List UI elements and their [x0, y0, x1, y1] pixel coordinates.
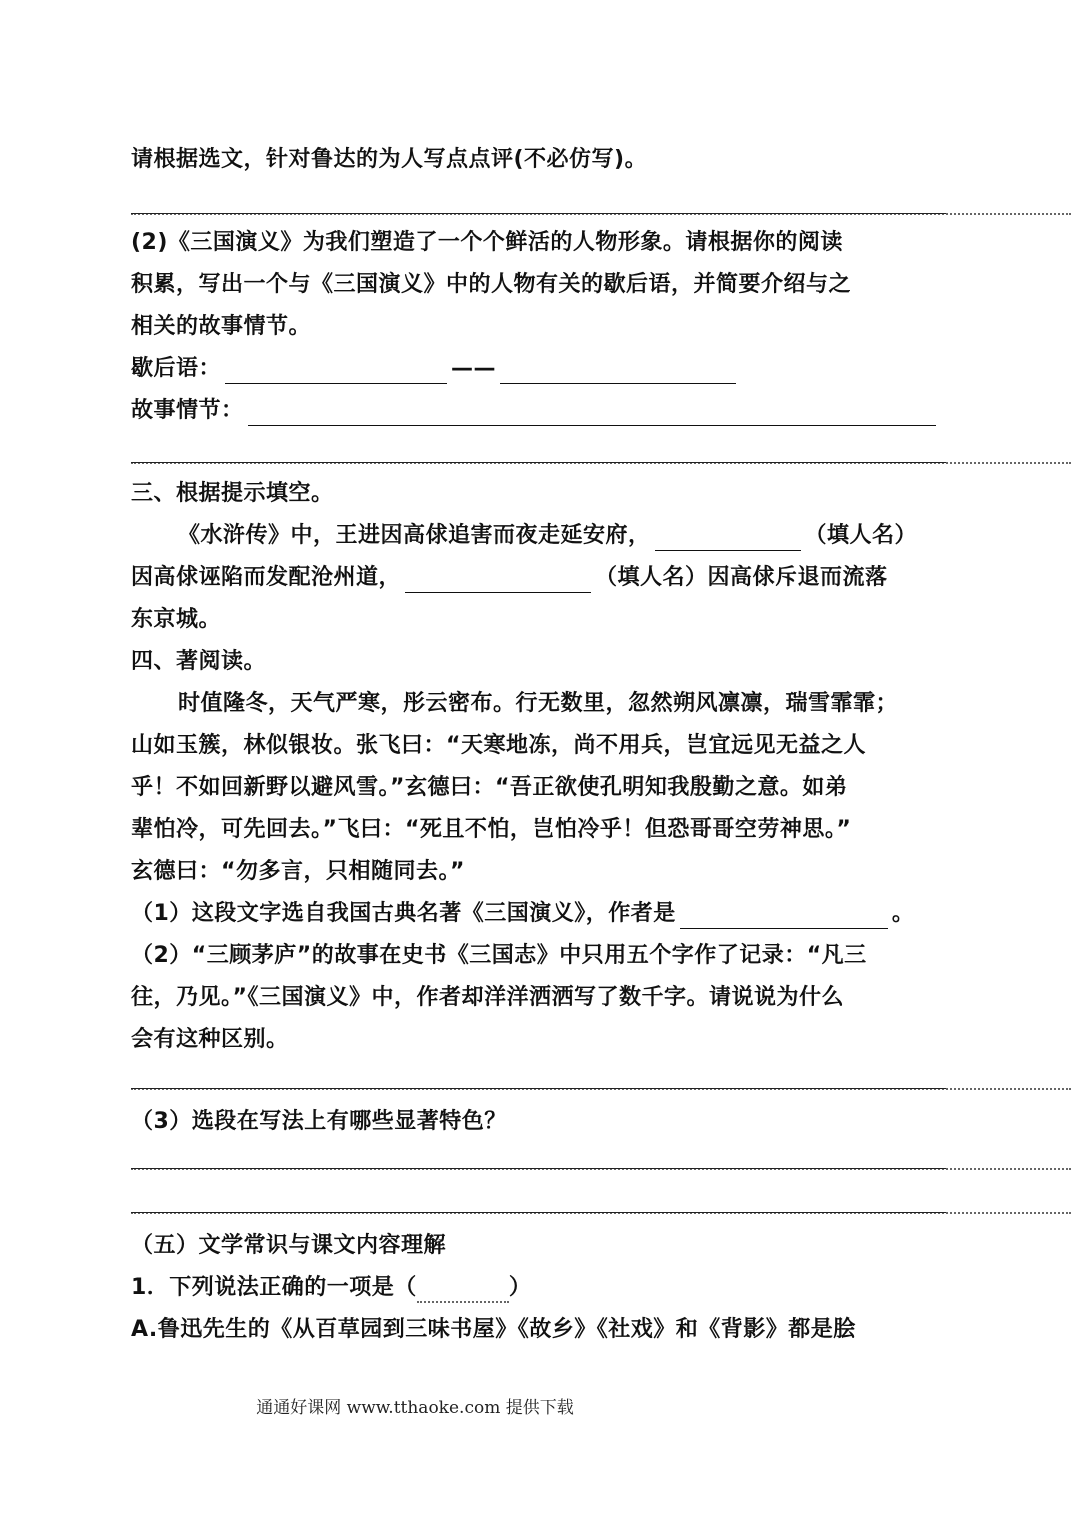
page-footer: 通通好课网 www.tthaoke.com 提供下载 [256, 1398, 574, 1418]
passage-line-4: 辈怕冷，可先回去。”飞曰：“死且不怕，岂怕冷乎！但恐哥哥空劳神思。” [131, 817, 852, 842]
question-4-2-line-2: 往，乃见。”《三国演义》中，作者却洋洋洒洒写了数千字。请说说为什么 [131, 985, 844, 1010]
story-label: 故事情节： [131, 398, 244, 423]
section-3-text-a: 《水浒传》中，王进因高俅追害而夜走延安府， [178, 523, 651, 548]
section-5-title: （五）文学常识与课文内容理解 [131, 1233, 447, 1258]
answer-line [131, 1168, 1071, 1170]
question-4-2-line-1: （2）“三顾茅庐”的故事在史书《三国志》中只用五个字作了记录：“凡三 [131, 943, 867, 968]
mc-question-1-text: 1．下列说法正确的一项是（ [131, 1275, 417, 1300]
mc-question-1 [131, 1273, 531, 1303]
xiehouyu-label: 歇后语： [131, 356, 222, 381]
name-blank-2[interactable] [405, 568, 591, 593]
section-3-text-b2: （填人名）因高俅斥退而流落 [595, 565, 888, 590]
passage-line-1: 时值隆冬，天气严寒，彤云密布。行无数里，忽然朔风凛凛，瑞雪霏霏； [178, 691, 899, 716]
section-3-line-2 [131, 563, 888, 593]
mc-answer-blank[interactable] [417, 1281, 509, 1303]
story-row [131, 396, 940, 426]
section-3-title: 三、根据提示填空。 [131, 481, 334, 506]
answer-line [131, 1212, 1071, 1214]
question-2-line-1: (2)《三国演义》为我们塑造了一个个鲜活的人物形象。请根据你的阅读 [131, 230, 843, 255]
question-4-2-line-3: 会有这种区别。 [131, 1027, 289, 1052]
section-3-text-b: 因高俅诬陷而发配沧州道， [131, 565, 402, 590]
answer-line [131, 1088, 1071, 1090]
answer-line [131, 462, 1071, 464]
mc-option-a: A.鲁迅先生的《从百草园到三味书屋》《故乡》《社戏》和《背影》都是脍 [131, 1317, 856, 1342]
passage-line-2: 山如玉簇，林似银妆。张飞曰：“天寒地冻，尚不用兵，岂宜远见无益之人 [131, 733, 866, 758]
story-blank[interactable] [248, 401, 936, 426]
question-4-1-end: 。 [891, 901, 915, 926]
xiehouyu-blank-2[interactable] [500, 359, 736, 384]
author-blank[interactable] [680, 904, 888, 929]
fill-name-hint: （填人名） [804, 523, 918, 548]
section-4-title: 四、著阅读。 [131, 649, 267, 674]
mc-question-1-end: ） [508, 1275, 532, 1300]
question-4-1 [131, 899, 914, 929]
answer-line [131, 213, 1071, 215]
name-blank-1[interactable] [655, 526, 801, 551]
xiehouyu-blank-1[interactable] [225, 359, 447, 384]
line-1: 请根据选文，针对鲁达的为人写点点评(不必仿写)。 [131, 147, 648, 172]
question-4-1-text: （1）这段文字选自我国古典名著《三国演义》，作者是 [131, 901, 676, 926]
passage-line-5: 玄德曰：“勿多言，只相随同去。” [131, 859, 465, 884]
passage-line-3: 乎！不如回新野以避风雪。”玄德曰：“吾正欲使孔明知我殷勤之意。如弟 [131, 775, 848, 800]
xiehouyu-row [131, 354, 740, 384]
xiehouyu-dash: —— [451, 356, 497, 381]
question-2-line-3: 相关的故事情节。 [131, 314, 312, 339]
question-4-3: （3）选段在写法上有哪些显著特色？ [131, 1109, 507, 1134]
section-3-line-3: 东京城。 [131, 607, 222, 632]
section-3-line-1 [178, 521, 917, 551]
question-2-line-2: 积累，写出一个与《三国演义》中的人物有关的歇后语，并简要介绍与之 [131, 272, 852, 297]
